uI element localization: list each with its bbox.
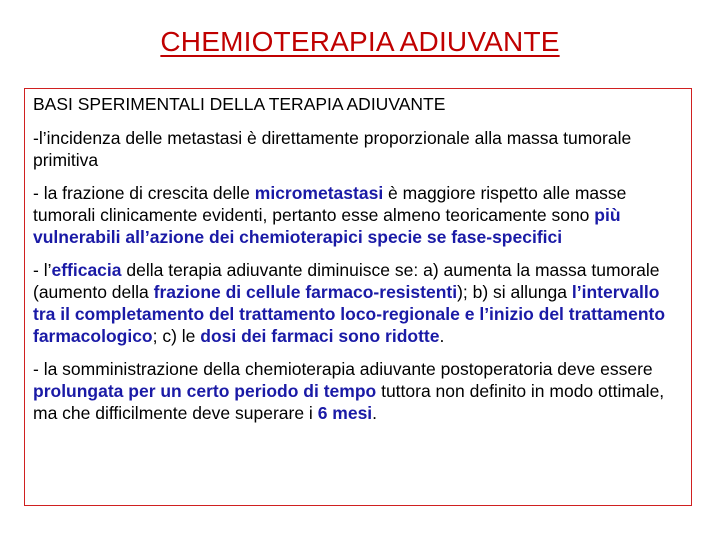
paragraph-efficacia (33, 259, 685, 347)
paragraph-text: della terapia adiuvante diminuisce se: a) aumenta la massa tumorale (aumento della (33, 260, 660, 302)
paragraph-text: . (372, 403, 378, 423)
highlight-dosi-ridotte: dosi dei farmaci sono ridotte (200, 326, 440, 346)
paragraph-text: . (439, 326, 445, 346)
paragraph-text: - l’ (33, 260, 52, 280)
section-heading: BASI SPERIMENTALI DELLA TERAPIA ADIUVANTE (33, 94, 446, 114)
highlight-frazione-resistenti: frazione di cellule farmaco-resistenti (153, 282, 458, 302)
paragraph-text: è maggiore rispetto alle masse tumorali clinicamente evidenti, pertanto esse almeno teoricamente sono (33, 183, 627, 225)
paragraph-text: ; c) le (152, 326, 201, 346)
paragraph-text: -l’incidenza delle metastasi è direttamente proporzionale alla massa tumorale primitiva (33, 128, 632, 170)
paragraph-metastasi (33, 127, 685, 171)
highlight-vulnerabili: più vulnerabili all’azione dei chemioterapici specie se fase-specifici (33, 205, 621, 247)
highlight-prolungata: prolungata per un certo periodo di tempo (33, 381, 377, 401)
paragraph-text: - la frazione di crescita delle (33, 183, 255, 203)
paragraph-micrometastasi (33, 182, 685, 248)
highlight-micrometastasi: micrometastasi (254, 183, 384, 203)
paragraph-text: - la somministrazione della chemioterapia adiuvante postoperatoria deve essere (33, 359, 653, 379)
paragraph-somministrazione (33, 358, 685, 424)
paragraph-text: ); b) si allunga (457, 282, 572, 302)
highlight-intervallo: l’intervallo tra il completamento del trattamento loco-regionale e l’inizio del trattamento farmacologico (33, 282, 666, 346)
highlight-efficacia: efficacia (51, 260, 122, 280)
content-box (24, 88, 692, 506)
paragraph-text: tuttora non definito in modo ottimale, ma che difficilmente deve superare i (33, 381, 665, 423)
slide-title: CHEMIOTERAPIA ADIUVANTE (160, 26, 560, 57)
highlight-6-mesi: 6 mesi (317, 403, 373, 423)
